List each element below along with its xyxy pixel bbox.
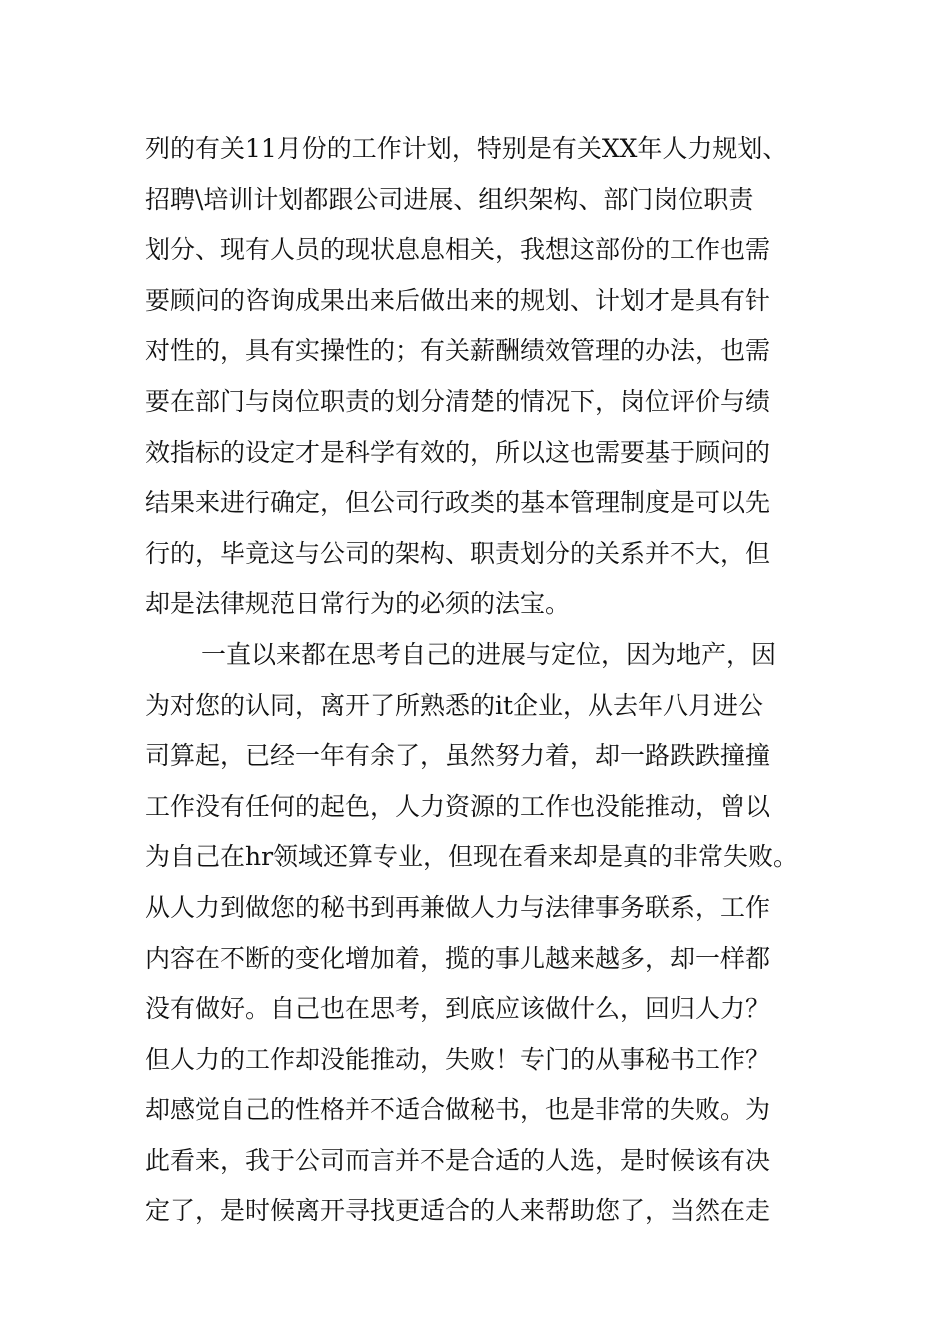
text-line-19: 但人力的工作却没能推动，失败！专门的从事秘书工作？ [145,1044,771,1074]
text-line-2: 招聘\培训计划都跟公司进展、组织架构、部门岗位职责 [145,184,754,214]
text-line-10: 却是法律规范日常行为的必须的法宝。 [145,589,571,619]
text-line-5: 对性的，具有实操性的；有关薪酬绩效管理的办法，也需 [145,336,771,366]
text-line-4: 要顾问的咨询成果出来后做出来的规划、计划才是具有针 [145,285,771,315]
text-line-17: 内容在不断的变化增加着，揽的事儿越来越多，却一样都 [145,943,771,973]
text-line-13: 司算起，已经一年有余了，虽然努力着，却一路跌跌撞撞 [145,741,771,771]
text-line-11: 一直以来都在思考自己的进展与定位，因为地产，因 [201,639,777,669]
text-line-8: 结果来进行确定，但公司行政类的基本管理制度是可以先 [145,488,771,518]
text-line-1: 列的有关11月份的工作计划，特别是有关XX年人力规划、 [145,134,788,163]
text-line-20: 却感觉自己的性格并不适合做秘书，也是非常的失败。为 [145,1095,771,1125]
document-body [145,124,825,1237]
text-line-18: 没有做好。自己也在思考，到底应该做什么，回归人力？ [145,994,771,1024]
text-line-22: 定了，是时候离开寻找更适合的人来帮助您了，当然在走 [145,1196,771,1226]
text-line-6: 要在部门与岗位职责的划分清楚的情况下，岗位评价与绩 [145,386,771,416]
text-line-15: 为自己在hr领域还算专业，但现在看来却是真的非常失败。 [145,842,799,872]
text-line-7: 效指标的设定才是科学有效的，所以这也需要基于顾问的 [145,437,771,467]
text-line-14: 工作没有任何的起色，人力资源的工作也没能推动，曾以 [145,791,771,821]
text-line-21: 此看来，我于公司而言并不是合适的人选，是时候该有决 [145,1145,771,1175]
text-line-16: 从人力到做您的秘书到再兼做人力与法律事务联系，工作 [145,892,771,922]
text-line-12: 为对您的认同，离开了所熟悉的it企业，从去年八月进公 [145,690,764,720]
text-line-3: 划分、现有人员的现状息息相关，我想这部份的工作也需 [145,235,771,265]
text-line-9: 行的，毕竟这与公司的架构、职责划分的关系并不大，但 [145,538,771,568]
